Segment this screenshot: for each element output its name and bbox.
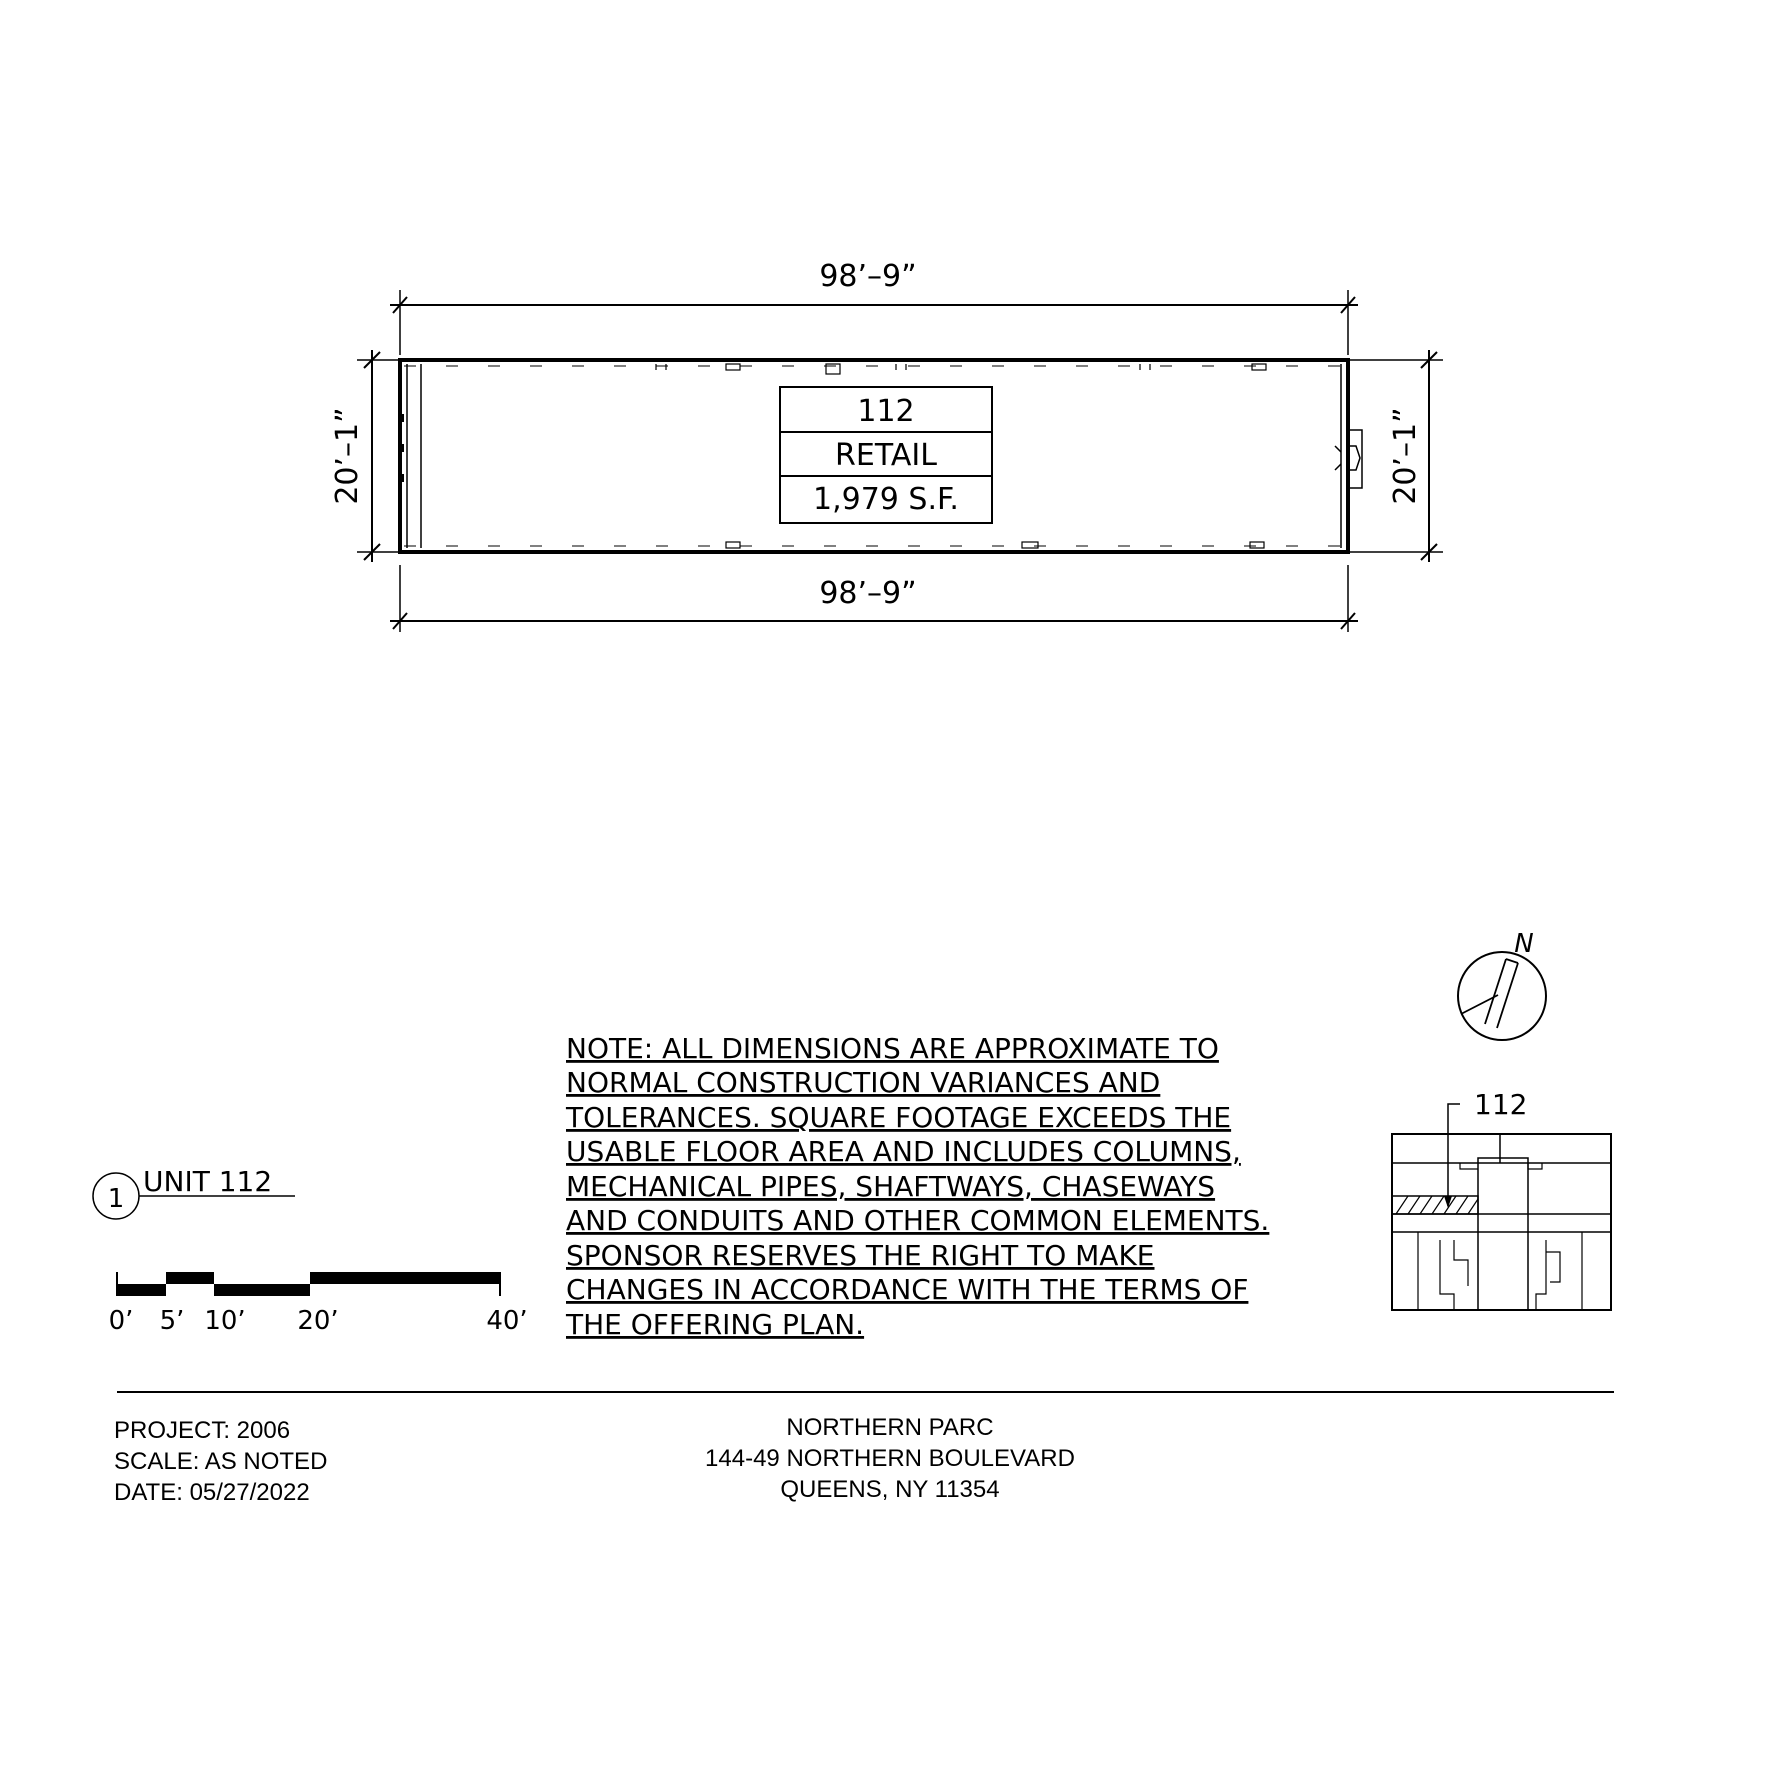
drawing-scale: SCALE: AS NOTED xyxy=(114,1448,328,1475)
scale-label-5: 5’ xyxy=(159,1306,185,1336)
project-number: PROJECT: 2006 xyxy=(114,1417,291,1444)
left-dimension-label: 20’–1” xyxy=(330,407,365,505)
bottom-dimension-label: 98’–9” xyxy=(819,576,917,611)
building-city: QUEENS, NY 11354 xyxy=(780,1476,1000,1503)
top-dimension-line xyxy=(390,290,1358,355)
unit-area: 1,979 S.F. xyxy=(813,482,959,517)
title-bubble-number: 1 xyxy=(107,1184,125,1214)
key-plan xyxy=(1392,1104,1611,1310)
scale-label-20: 20’ xyxy=(297,1306,339,1336)
drawing-title-text: UNIT 112 xyxy=(143,1165,273,1198)
note-line: NOTE: ALL DIMENSIONS ARE APPROXIMATE TO xyxy=(566,1032,1219,1065)
key-plan-unit-label: 112 xyxy=(1474,1088,1528,1121)
scale-bar-labels xyxy=(109,1306,528,1336)
note-line: SPONSOR RESERVES THE RIGHT TO MAKE xyxy=(566,1239,1155,1272)
note-line: CHANGES IN ACCORDANCE WITH THE TERMS OF xyxy=(566,1273,1249,1306)
title-block xyxy=(114,1414,1075,1506)
note-line: USABLE FLOOR AREA AND INCLUDES COLUMNS, xyxy=(566,1135,1241,1168)
general-note xyxy=(565,1032,1269,1341)
north-label: N xyxy=(1514,929,1534,959)
floor-plan xyxy=(330,259,1443,632)
note-line: MECHANICAL PIPES, SHAFTWAYS, CHASEWAYS xyxy=(566,1170,1216,1203)
note-line: THE OFFERING PLAN. xyxy=(566,1308,865,1341)
scale-bar xyxy=(117,1272,500,1296)
note-line: NORMAL CONSTRUCTION VARIANCES AND xyxy=(566,1066,1161,1099)
scale-label-10: 10’ xyxy=(204,1306,246,1336)
building-address: 144-49 NORTHERN BOULEVARD xyxy=(705,1445,1075,1472)
scale-label-40: 40’ xyxy=(486,1306,528,1336)
note-line: TOLERANCES. SQUARE FOOTAGE EXCEEDS THE xyxy=(566,1101,1232,1134)
wall-fixtures xyxy=(656,364,1266,548)
unit-number: 112 xyxy=(857,394,915,429)
building-name: NORTHERN PARC xyxy=(786,1414,994,1441)
drawing-date: DATE: 05/27/2022 xyxy=(114,1479,310,1506)
north-arrow xyxy=(1458,952,1546,1040)
top-dimension-label: 98’–9” xyxy=(819,259,917,294)
scale-label-0: 0’ xyxy=(108,1306,134,1336)
unit-use: RETAIL xyxy=(835,438,937,473)
right-dimension-label: 20’–1” xyxy=(1388,407,1423,505)
note-line: AND CONDUITS AND OTHER COMMON ELEMENTS. xyxy=(566,1204,1270,1237)
